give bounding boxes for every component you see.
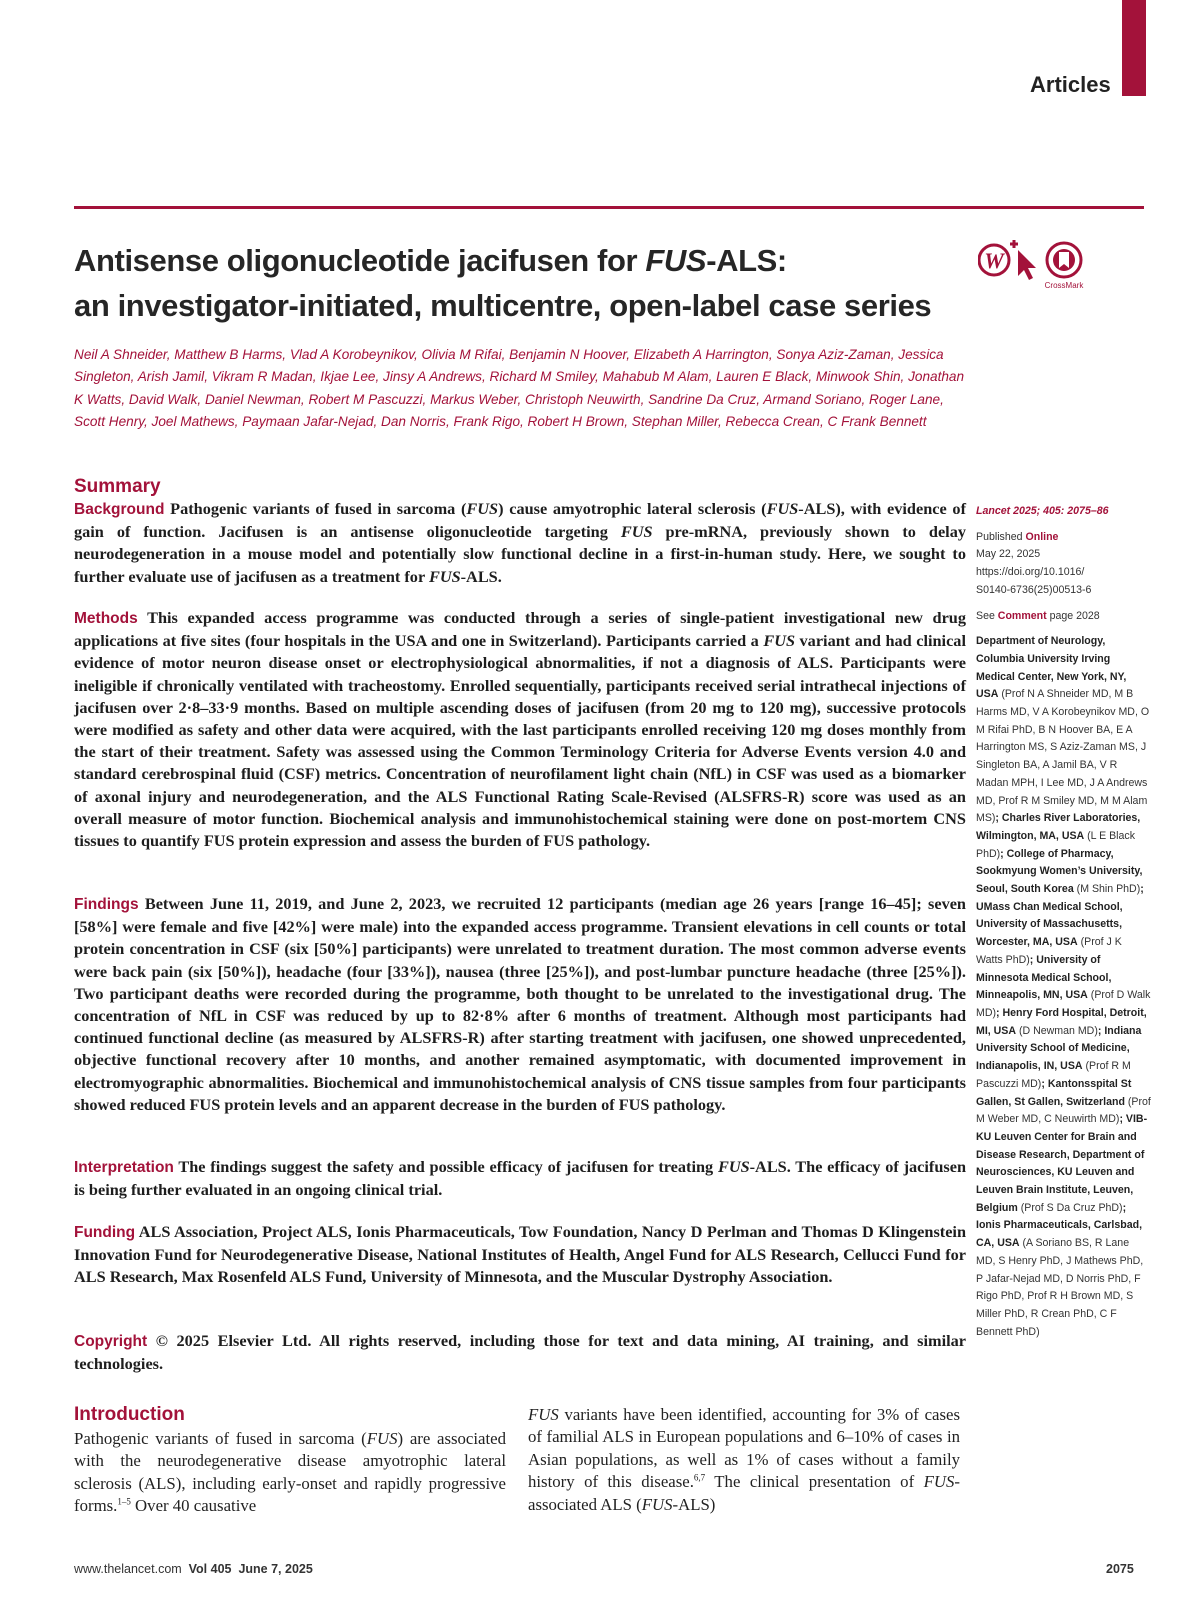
funding-label: Funding [74, 1224, 136, 1241]
funding-text: ALS Association, Project ALS, Ionis Pharmaceuticals, Tow Foundation, Nancy D Perlman and Thomas D Klingenstein Innovation Fund for Neurodegenerative Disease, National Institutes of Health, Angel Fund for ALS Research, Cellucci Fund for ALS Research, Max Rosenfeld ALS Fund, University of Minnesota, and the Muscular Dystrophy Association. [74, 1222, 967, 1287]
background-text: Pathogenic variants of fused in sarcoma (FUS) cause amyotrophic lateral sclerosis (FUS-ALS), with evidence of gain of function. Jacifusen is an antisense oligonucleotide targeting FUS pre-mRNA, previously shown to delay neurodegeneration in a mouse model and potentially slow functional decline in a first-in-human study. Here, we sought to further evaluate use of jacifusen as a treatment for FUS-ALS. [74, 499, 966, 586]
footer-url[interactable]: www.thelancet.com [74, 1562, 182, 1576]
summary-funding [74, 1221, 966, 1289]
methods-text: This expanded access programme was conducted through a series of single-patient investigational new drug applications at five sites (four hospitals in the USA and one in Switzerland). Participants carried a FUS variant and had clinical evidence of motor neuron disease onset or electrophysiological abnormalities, if not a diagnosis of ALS. Participants were ineligible if chronically ventilated with tracheostomy. Enrolled sequentially, participants received serial intrathecal injections of jacifusen over 2·8–33·9 months. Based on multiple ascending doses of jacifusen (from 20 mg to 120 mg), successive protocols were modified as safety and other data were acquired, with the last participants enrolled receiving 120 mg doses monthly from the start of their treatment. Safety was assessed using the Common Terminology Criteria for Adverse Events version 4.0 and standard cerebrospinal fluid (CSF) metrics. Concentration of neurofilament light chain (NfL) in CSF was used as a biomarker of axonal injury and neurodegeneration, and the ALS Functional Rating Scale-Revised (ALSFRS-R) score was used as an overall measure of motor function. Biochemical analysis and immunohistochemical staining were done on post-mortem CNS tissues to quantify FUS protein expression and assess the burden of FUS pathology. [74, 608, 967, 851]
copyright-text: © 2025 Elsevier Ltd. All rights reserved, including those for text and data mining, AI training, and similar technologies. [74, 1331, 967, 1374]
article-title [74, 238, 974, 328]
title-line1-gene: FUS [645, 243, 707, 278]
interpretation-text: The findings suggest the safety and possible efficacy of jacifusen for treating FUS-ALS. The efficacy of jacifusen is being further evaluated in an ongoing clinical trial. [74, 1157, 967, 1200]
methods-label: Methods [74, 610, 138, 627]
introduction-column-1: Pathogenic variants of fused in sarcoma (FUS) are associated with the neurodegenerative disease amyotrophic lateral sclerosis (ALS), including early-onset and rapidly progressive forms.$^{1-5}$ Over 40 causative [74, 1429, 506, 1516]
summary-methods [74, 607, 966, 852]
section-label: Articles [1030, 72, 1111, 97]
summary-heading: Summary [74, 476, 161, 497]
svg-text:W: W [984, 248, 1004, 273]
footer-journal [74, 1562, 313, 1576]
article-badges [978, 238, 1098, 296]
title-line1-prefix: Antisense oligonucleotide jacifusen for [74, 243, 646, 278]
citation[interactable]: Lancet 2025; 405: 2075–86 [976, 505, 1109, 517]
summary-background [74, 498, 966, 588]
cursor-icon [1018, 250, 1036, 280]
sidebar [976, 503, 1151, 1341]
introduction-heading: Introduction [74, 1404, 185, 1425]
web-extra-icon[interactable] [979, 240, 1018, 275]
findings-text: Between June 11, 2019, and June 2, 2023, we recruited 12 participants (median age 26 years [range 16–45]; seven [58%] were female and five [42%] were male) into the expanded access programme. Transient elevations in cell counts or total protein concentration in CSF (six [50%] participants) were unrelated to treatment duration. The most common adverse events were back pain (six [50%]), headache (four [33%]), nausea (three [25%]), and post-lumbar puncture headache (three [25%]). Two participant deaths were recorded during the programme, both thought to be unrelated to the investigational drug. The concentration of NfL in CSF was reduced by up to 82·8% after 6 months of treatment. Although most participants had continued functional decline (as measured by ALSFRS-R) after starting treatment with jacifusen, one showed unprecedented, objective functional recovery after 10 months, and another remained asymptomatic, with documented improvement in electromyographic abnormalities. Biochemical and immunohistochemical analysis of CNS tissue samples from four participants showed reduced FUS protein levels and an apparent decrease in the burden of FUS pathology. [74, 894, 966, 1114]
background-label: Background [74, 501, 165, 518]
page-number: 2075 [1106, 1562, 1134, 1576]
title-line1-suffix: -ALS: [706, 243, 787, 278]
top-divider [74, 206, 1144, 209]
badges-svg [978, 238, 1098, 296]
footer-date: June 7, 2025 [238, 1562, 313, 1576]
crossmark-label: CrossMark [1044, 281, 1084, 290]
crossmark-icon[interactable] [1045, 243, 1085, 290]
summary-interpretation [74, 1156, 966, 1201]
introduction-column-2: FUS variants have been identified, accounting for 3% of cases of familial ALS in European populations and 6–10% of cases in Asian populations, as well as 1% of cases without a family history of this disease.$^{6,7}$ The clinical presentation of FUS-associated ALS (FUS-ALS) [528, 1405, 960, 1514]
summary-copyright [74, 1330, 966, 1375]
interpretation-label: Interpretation [74, 1159, 174, 1176]
affiliations: Department of Neurology, Columbia University Irving Medical Center, New York, NY, USA (Prof N A Shneider MD, M B Harms MD, V A Korobeynikov MD, O M Rifai PhD, B N Hoover BA, E A Harrington MS, S Aziz-Zaman MS, J Singleton BA, A Jamil BA, V R Madan MPH, I Lee MD, J A Andrews MD, Prof R M Smiley MD, M M Alam MS); Charles River Laboratories, Wilmington, MA, USA (L E Black PhD); College of Pharmacy, Sookmyung Women’s University, Seoul, South Korea (M Shin PhD); UMass Chan Medical School, University of Massachusetts, Worcester, MA, USA (Prof J K Watts PhD); University of Minnesota Medical School, Minneapolis, MN, USA (Prof D Walk MD); Henry Ford Hospital, Detroit, MI, USA (D Newman MD); Indiana University School of Medicine, Indianapolis, IN, USA (Prof R M Pascuzzi MD); Kantonsspital St Gallen, St Gallen, Switzerland (Prof M Weber MD, C Neuwirth MD); VIB-KU Leuven Center for Brain and Disease Research, Department of Neurosciences, KU Leuven and Leuven Brain Institute, Leuven, Belgium (Prof S Da Cruz PhD); Ionis Pharmaceuticals, Carlsbad, CA, USA (A Soriano BS, R Lane MD, S Henry PhD, J Mathews PhD, P Jafar-Nejad MD, D Norris PhD, F Rigo PhD, Prof R H Brown MD, S Miller PhD, R Crean PhD, C F Bennett PhD) [976, 635, 1151, 1338]
publication-info[interactable]: Published Online May 22, 2025 https://doi.org/10.1016/ S0140-6736(25)00513-6 [976, 530, 1092, 596]
footer-volume: Vol 405 [188, 1562, 232, 1576]
title-line2: an investigator-initiated, multicentre, open-label case series [74, 288, 932, 323]
section-color-tab [1122, 0, 1146, 96]
copyright-label: Copyright [74, 1333, 148, 1350]
see-comment[interactable]: See Comment page 2028 [976, 609, 1100, 622]
findings-label: Findings [74, 896, 139, 913]
summary-findings [74, 893, 966, 1116]
author-list: Neil A Shneider, Matthew B Harms, Vlad A Korobeynikov, Olivia M Rifai, Benjamin N Hoover, Elizabeth A Harrington, Sonya Aziz-Zaman, Jessica Singleton, Arish Jamil, Vikram R Madan, Ikjae Lee, Jinsy A Andrews, Richard M Smiley, Mahabub M Alam, Lauren E Black, Minwook Shin, Jonathan K Watts, David Walk, Daniel Newman, Robert M Pascuzzi, Markus Weber, Christoph Neuwirth, Sandrine Da Cruz, Armand Soriano, Roger Lane, Scott Henry, Joel Mathews, Paymaan Jafar-Nejad, Dan Norris, Frank Rigo, Robert H Brown, Stephan Miller, Rebecca Crean, C Frank Bennett [74, 347, 965, 430]
